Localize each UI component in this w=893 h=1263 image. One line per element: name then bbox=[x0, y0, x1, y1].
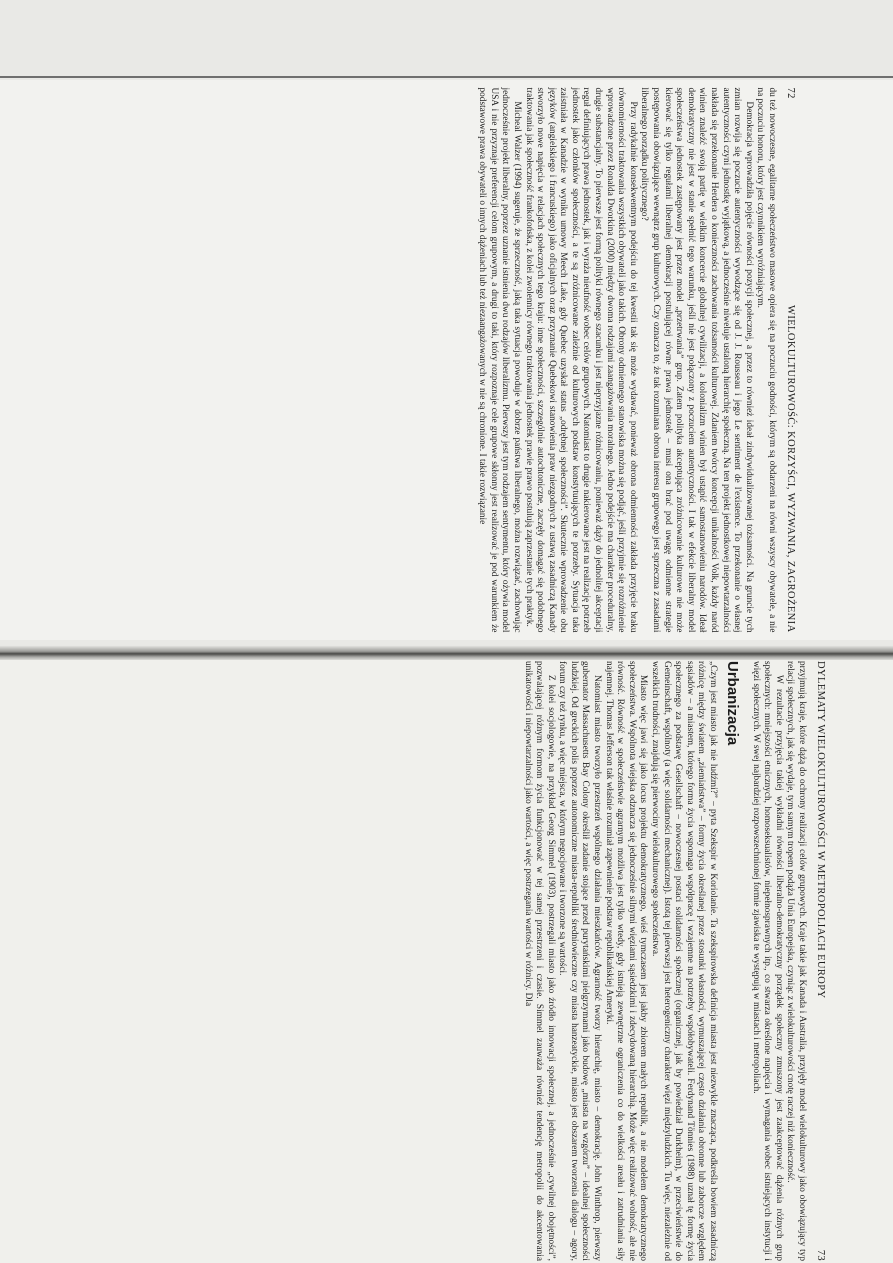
paragraph: Micheal Walzer (1994) sugeruje, że sprzeczność, jaką taka sytuacja powoduje w dobrze państwa liberalnego, można rozwiązać, zachowując jednocześnie projekt liberalny, poprzez uznanie istnienia dwu rodzajów liberalizmu. Pierwszy jest tym rodzajem sentymentu, który ożywia model USA i nie przyznaje preferencji celom grupowym, a drugi to taki, który rozpoznaje cele grupowe skłonny jest realizować je pod warunkiem że podstawowe prawa obywateli o innych dążeniach lub też niezaangażowanych w nie są chronione. I takie rozwiązanie bbox=[477, 87, 522, 633]
left-page-header bbox=[785, 88, 796, 633]
page-number-right: 73 bbox=[815, 1249, 826, 1261]
scan-edge-line bbox=[0, 76, 893, 78]
running-title-right: DYLEMATY WIELOKULTUROWOŚCI W METROPOLIACH EUROPY bbox=[815, 661, 826, 999]
paragraph: Miasto więc jawi się jako locus projektu demokratycznego, wieś tymczasem jest jakby zbiorem małych republik, a nie modelem demokratycznego społeczeństwa. Wspólnota wiejska odznacza się jednocześnie silnymi więziami sąsiedzkimi i zdecydowaną hierarchią. Może więc realizować wolność, ale nie równość. Równość w społeczeństwie agrarnym możliwa jest tylko wtedy, gdy istnieją zewnętrzne ograniczenia co do wielkości areału i zatrudniania siły najemnej. Thomas Jefferson tak właśnie rozumiał zapewnienie podstaw republikańskiej Ameryki. bbox=[603, 661, 649, 1261]
page-number-left: 72 bbox=[785, 87, 796, 99]
paragraph: Natomiast miasto tworzyło przestrzeń wspólnego działania mieszkańców. Agrarność tworzy hierarchię, miasto – demokrację. John Winthrop, pierwszy gubernator Massachusetts Bay Colony określił zadanie stojące przed purytańskimi pielgrzymami jako budowę „miasta na wzgórzu” – idealnej społeczności ludzkiej. Od greckich polis poprzez autonomiczne miasta-republiki średniowieczne czy miasta hanzeatyckie, miasto jest obszarem tworzenia dialogu – agory, forum czy też rynku, a więc miejsca, w którym negocjowane i tworzone są wartości. bbox=[557, 661, 603, 1261]
paragraph: Z kolei socjologowie, na przykład Georg Simmel (1903), postrzegali miasto jako źródło innowacji społecznej, a jednocześnie „cywilnej obojętności”, pozwalającej różnym formom życia funkcjonować w tej samej przestrzeni i czasie. Simmel zauważa również tendencję metropolii do akcentowania unikatowości i niepowtarzalności jako wartości, a więc postrzegania wartości w różnicy. Dla bbox=[522, 661, 556, 1261]
section-heading: Urbanizacja bbox=[724, 661, 742, 746]
right-page bbox=[0, 660, 893, 1263]
right-page-header bbox=[815, 661, 826, 1261]
right-page-content bbox=[66, 661, 826, 1261]
running-title-left: WIELOKULTUROWOŚĆ: KORZYŚCI, WYZWANIA, ZAGROŻENIA bbox=[785, 305, 796, 633]
paragraph: Demokracja wprowadziła pojęcie równości pozycji społecznej, a przez to również ideał zindywidualizowanej tożsamości. Na gruncie tych zmian rozwija się poczucie autentyczności wywodzące się od J. J. Rousseau i jego Le sentiment de l'existence. To przekonanie o własnej autentyczności czyni jednostkę wyjątkową, a jednocześnie niweluje ustaloną hierarchię społeczną. Na ten projekt jednostkowej niepowtarzalności nakłada się przekonanie Herdera o konieczności zachowania tożsamości kulturowej. Zdaniem twórcy koncepcji unikalności Volk, każdy naród winien znaleźć swoją partię w wielkim koncercie globalnej cywilizacji, a kolonializm winien był ustąpić samostanowieniu narodów. Ideał demokratyczny nie jest w stanie spełnić tego warunku, jeśli nie jest połączony z poczuciem autentyczności. I tak w efekcie liberalny model społeczeństwa jednostek zastępowany jest przez model „przetrwania” grup. Zatem polityka akceptująca zróżnicowanie kulturowe nie może kierować się tylko regułami liberalnej demokracji postulującej równe prawa jednostek – musi ona brać pod uwagę odmienne strategie postępowania obowiązujące wewnątrz grup kulturowych. Czy oznacza to, że tak rozumiana obrona interesu grupowego jest sprzeczna z zasadami liberalnego porządku politycznego? bbox=[639, 87, 754, 633]
paragraph: Przy radykalnie konsekwentnym podejściu do tej kwestii tak się może wydawać, ponieważ obrona odmienności zakłada przyjęcie braku równomierności traktowania wszystkich obywateli jako takich. Obrony odmiennego stanowiska można się podjąć, jeśli przyjmie się rozróżnienie wprowadzone przez Ronalda Dworkina (2000) między dwoma rodzajami zaangażowania moralnego. Jedno podejście ma charakter proceduralny, drugie substancjalny. To pierwsze jest formą polityki równego szacunku i jest nieprzyjazne różnicowaniu, ponieważ dąży do jednolitej akceptacji reguł definiujących prawa jednostek, jak i wyraża nieufność wobec celów grupowych. Natomiast to drugie nakierowane jest na realizację potrzeb jednostek jako członków społeczności, a te są zróżnicowane zależnie od kulturowych podstaw konstytuujących te potrzeby. Sytuacja taka zaistniała w Kanadzie w wyniku umowy Meech Lake, gdy Quebec uzyskał status „odrębnej społeczności”. Skutecznie wprowadzenie obu języków (angielskiego i francuskiego) jako oficjalnych oraz przyznanie Quebekowi stanowienia praw niezgodnych z ustawą zasadniczą Kanady stworzyło nowe napięcia w relacjach społecznych tego kraju: inne społeczności, szczególnie autochtoniczne, zaczęły domagać się podobnego traktowania jak społeczność frankofońska, z kolei zwolennicy równego traktowania jednostek prawie prawo postulują zaprzestanie tych praktyk. bbox=[523, 87, 638, 633]
paragraph: „Czym jest miasto jak nie ludźmi?” – pyta Szekspir w Koriolanie. Ta szekspirowska definicja miasta jest niezwykle znacząca, podkreśla bowiem zasadniczą różnicę między światem „ziemiaństwa” – formy życia określanej przez stosunki własności, wymuszającej często działania obronne lub zaborcze względem sąsiadów – a miastem, którego forma życia wspomaga współpracę i wzajemne na potrzeby współobywateli. Ferdynand Tönnies (1988) uznał tę formę życia społecznego za podstawę Gesellschaft – nowoczesnej postaci solidarności społecznej (organicznej, jak by powiedział Durkheim), w przeciwieństwie do Gemeinschaft, wspólnoty (a więc solidarności mechanicznej). Istotą tej pierwszej jest heterogeniczny charakter więzi międzyludzkich. Tu więc, niezależnie od wszelkich trudności, znajdują się pierwociny wielokulturowego społeczeństwa. bbox=[650, 661, 719, 1261]
left-page bbox=[0, 80, 893, 640]
book-gutter bbox=[0, 645, 893, 661]
paragraph: W rezultacie przyjęcia takiej wykładni równości liberalno-demokratyczny porządek społeczny zmuszony jest zaakceptować dążenia różnych grup społecznych: mniejszości etnicznych, homoseksualistów, niepełnosprawnych itp., co stwarza określone napięcia i wymagania wobec istniejących instytucji i więzi społecznych. W swej najbardziej rozpowszechnionej formie zjawiska te występują w miastach i metropoliach. bbox=[750, 661, 784, 1261]
paragraph: przyjmują kraje, które dążą do ochrony realizacji celów grupowych. Kraje takie jak Kanada i Australia, przyjęły model wielokulturowy jako obowiązujący typ relacji społecznych, jak się wydaje, tym samym tropem podąża Unia Europejska, czyniąc z wielokulturowości cnotę raczej niż konieczność. bbox=[785, 661, 807, 1261]
left-page-content bbox=[96, 88, 796, 633]
paragraph: du też nowoczesne, egalitarne społeczeństwo masowe opiera się na poczuciu godności, którym są obdarzeni na równi wszyscy obywatele, a nie na poczuciu honoru, który jest czynnikiem wyróżniającym. bbox=[755, 87, 777, 633]
